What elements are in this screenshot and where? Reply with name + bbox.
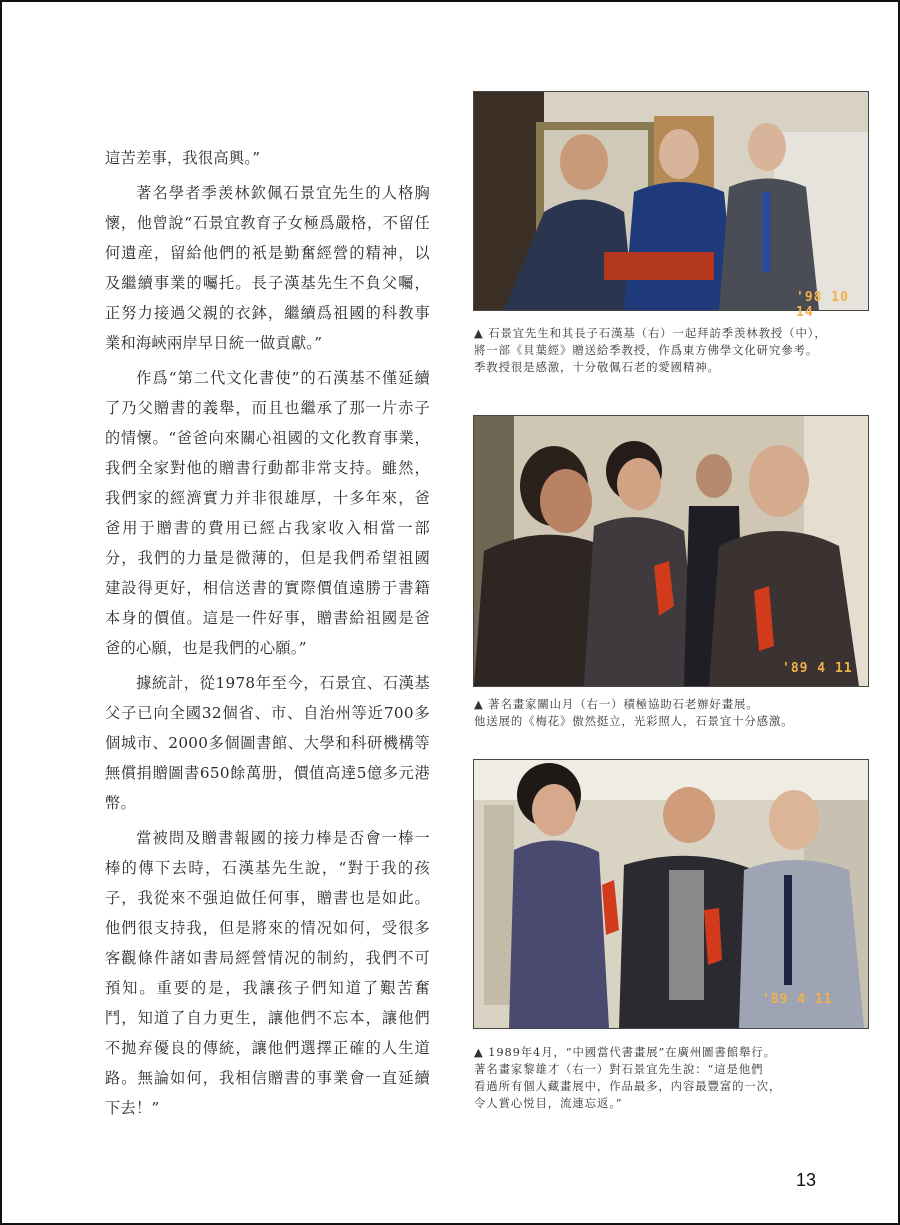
caption-line: 季教授很是感激，十分敬佩石老的愛國精神。 — [474, 360, 720, 374]
caption-line: 令人賞心悦目，流連忘返。” — [474, 1096, 623, 1110]
paragraph: 據統計，從1978年至今，石景宜、石漢基父子已向全國32個省、市、自治州等近700多個城市、2000多個圖書館、大學和科研機構等無償捐贈圖書650餘萬册，價值高達5億多元港幣。 — [105, 674, 430, 812]
caption-line: 著名畫家黎雄才（右一）對石景宜先生說：“這是他們 — [474, 1062, 764, 1076]
caption-line: 他送展的《梅花》傲然挺立，光彩照人，石景宜十分感激。 — [474, 714, 794, 728]
paragraph: 這苦差事，我很高興。” — [105, 149, 261, 167]
date-stamp: '89 4 11 — [762, 992, 833, 1007]
page-number: 13 — [796, 1170, 817, 1190]
caption-line: ▲ 1989年4月，“中國當代書畫展”在廣州圖書館舉行。 — [474, 1045, 776, 1059]
photo-guan-shanyue — [474, 416, 868, 686]
paragraph: 作爲“第二代文化書使”的石漢基不僅延續了乃父贈書的義舉，而且也繼承了那一片赤子的情懷。“爸爸向來關心祖國的文化教育事業，我們全家對他的贈書行動都非常支持。雖然，我們家的經濟實力并非很雄厚，十多年來，爸爸用于贈書的費用已經占我家收入相當一部分，我們的力量是微薄的，但是我們希望祖國建設得更好，相信送書的實際價值遠勝于書籍本身的價值。這是一件好事，贈書給祖國是爸爸的心願，也是我們的心願。” — [105, 369, 430, 657]
paragraph: 當被問及贈書報國的接力棒是否會一棒一棒的傳下去時，石漢基先生說，“對于我的孩子，我從來不强迫做任何事，贈書也是如此。他們很支持我，但是將來的情况如何，受很多客觀條件諸如書局經營情况的制約，我們不可預知。重要的是，我讓孩子們知道了艱苦奮鬥，知道了自力更生，讓他們不忘本，讓他們不拋弃優良的傳統，讓他們選擇正確的人生道路。無論如何，我相信贈書的事業會一直延續下去！” — [105, 829, 430, 1117]
caption-line: ▲ 著名畫家關山月（右一）積極協助石老辦好畫展。 — [474, 697, 759, 711]
caption-line: 看過所有個人藏畫展中，作品最多，内容最豐富的一次， — [474, 1079, 782, 1093]
date-stamp: '89 4 11 — [782, 661, 853, 676]
photo-exhibition-li-xiongcai — [474, 760, 868, 1028]
photo-caption — [474, 696, 874, 730]
caption-line: 將一部《貝葉經》贈送給季教授，作爲東方佛學文化研究參考。 — [474, 343, 819, 357]
paragraph: 著名學者季羡林欽佩石景宜先生的人格胸懷，他曾說“石景宜教育子女極爲嚴格，不留任何遺産，留給他們的衹是勤奮經營的精神，以及繼續事業的囑托。長子漢基先生不負父囑，正努力接過父親的衣鉢，繼續爲祖國的科教事業和海峽兩岸早日統一做貢獻。” — [105, 184, 430, 352]
date-stamp: '98 10 14 — [796, 290, 849, 320]
caption-line: ▲ 石景宜先生和其長子石漢基（右）一起拜訪季羡林教授（中）， — [474, 326, 827, 340]
article-body — [105, 143, 430, 1128]
photo-visit-ji-xianlin — [474, 92, 868, 320]
photo-caption — [474, 325, 874, 376]
photo-caption — [474, 1044, 874, 1112]
